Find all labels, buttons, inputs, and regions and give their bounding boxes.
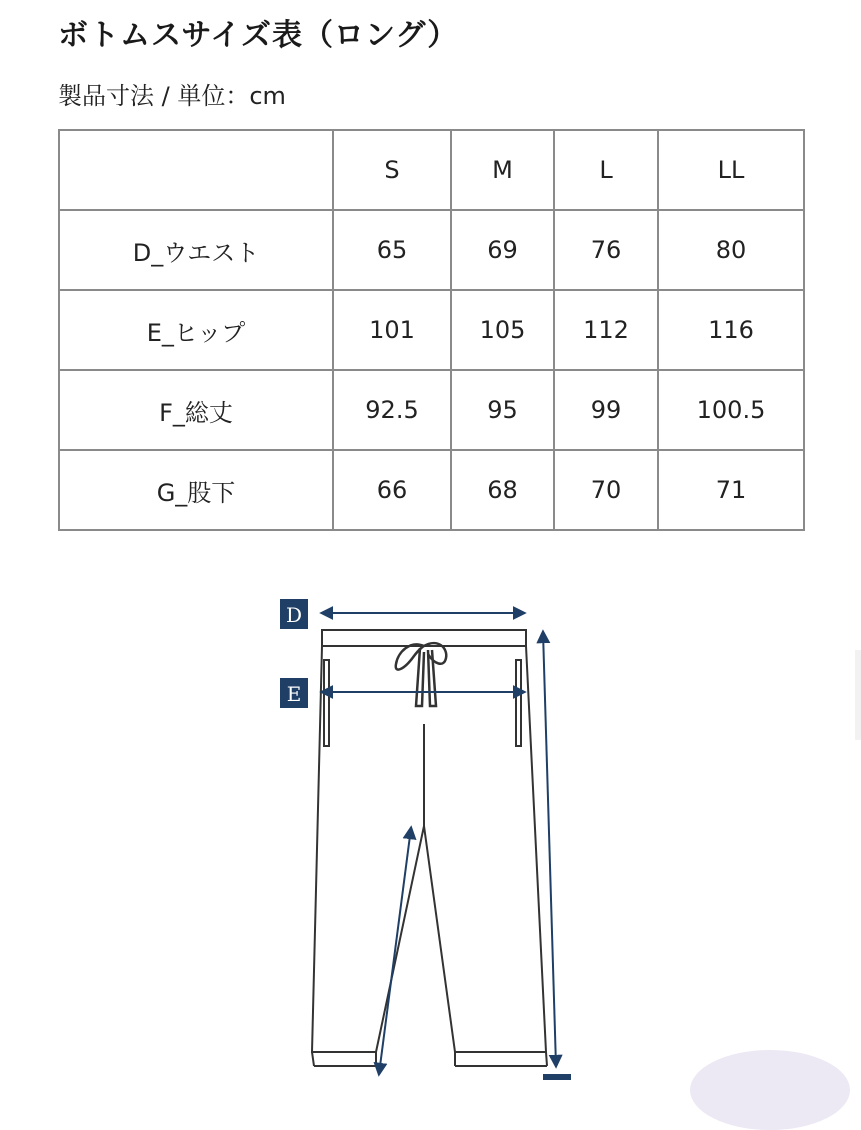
header-cell-l: L — [554, 130, 658, 210]
table-cell: 80 — [658, 210, 804, 290]
table-cell: 92.5 — [333, 370, 451, 450]
row-label: E_ヒップ — [59, 290, 333, 370]
row-label: F_総丈 — [59, 370, 333, 450]
header-cell-m: M — [451, 130, 554, 210]
table-cell: 101 — [333, 290, 451, 370]
table-cell: 71 — [658, 450, 804, 530]
row-label: G_股下 — [59, 450, 333, 530]
table-cell: 65 — [333, 210, 451, 290]
size-table — [58, 129, 805, 531]
drawstring — [396, 643, 447, 706]
table-row — [59, 290, 804, 370]
header-cell-ll: LL — [658, 130, 804, 210]
table-cell: 112 — [554, 290, 658, 370]
table-header-row — [59, 130, 804, 210]
unit-note: 製品寸法 / 単位：cm — [58, 82, 286, 110]
table-cell: 116 — [658, 290, 804, 370]
table-cell: 105 — [451, 290, 554, 370]
table-row — [59, 370, 804, 450]
table-cell: 69 — [451, 210, 554, 290]
table-row — [59, 210, 804, 290]
table-cell: 100.5 — [658, 370, 804, 450]
table-row — [59, 450, 804, 530]
label-f-box-partial — [543, 1074, 571, 1080]
row-label: D_ウエスト — [59, 210, 333, 290]
label-d: D — [285, 603, 303, 627]
table-cell: 76 — [554, 210, 658, 290]
table-cell: 95 — [451, 370, 554, 450]
label-e: E — [286, 682, 302, 706]
header-cell-s: S — [333, 130, 451, 210]
table-cell: 70 — [554, 450, 658, 530]
table-cell: 68 — [451, 450, 554, 530]
header-cell-empty — [59, 130, 333, 210]
page-title: ボトムスサイズ表（ロング） — [58, 18, 459, 53]
pants-diagram — [0, 560, 861, 1080]
table-cell: 66 — [333, 450, 451, 530]
table-cell: 99 — [554, 370, 658, 450]
